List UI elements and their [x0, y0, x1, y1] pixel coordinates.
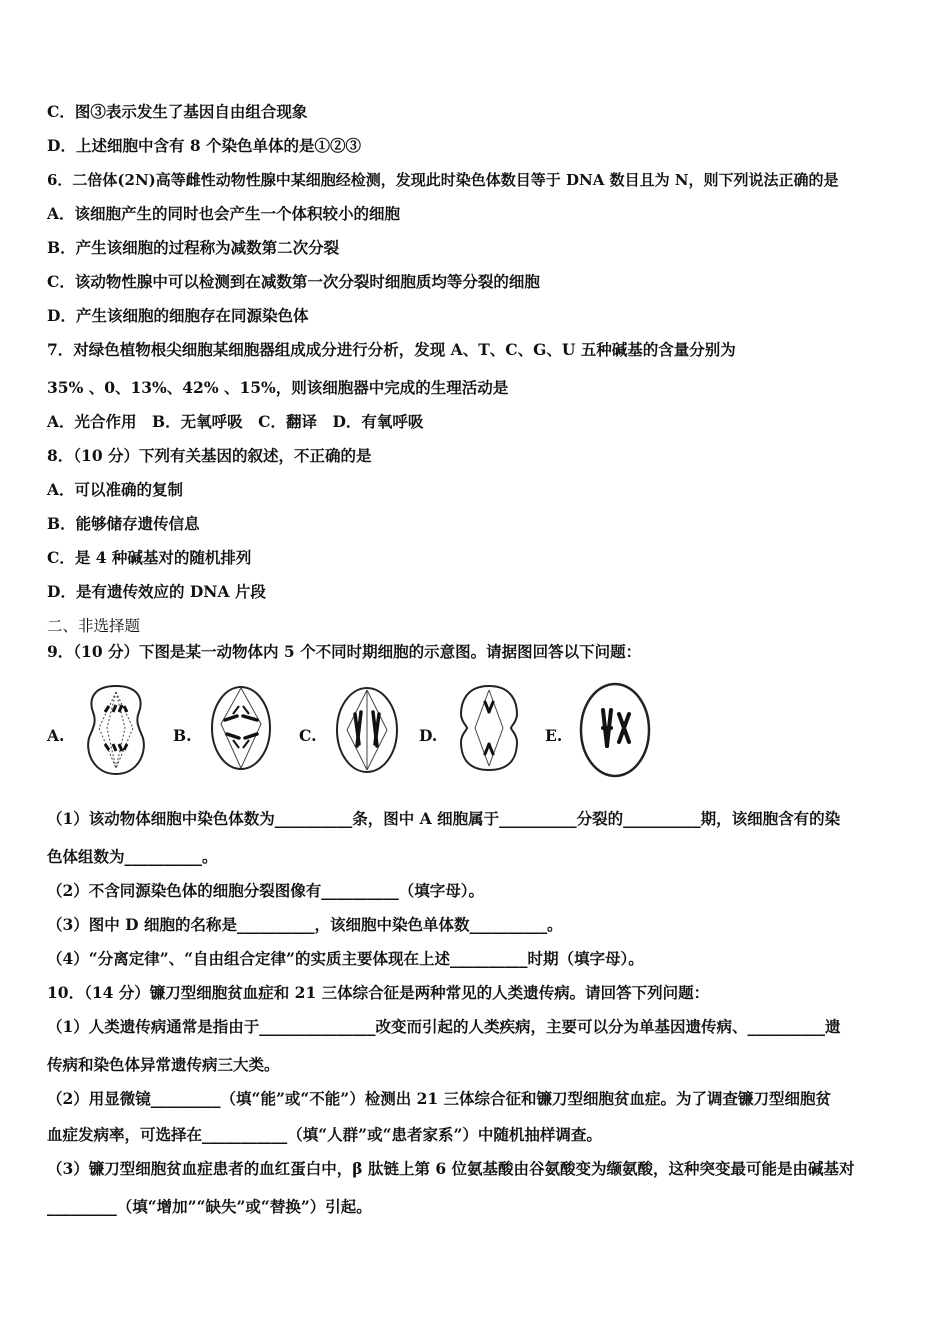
q10-part-1: （1）人类遗传病通常是指由于_______________改变而引起的人类疾病，主要可以分为单基因遗传病、__________遗 — [47, 1017, 841, 1036]
q8-option-c: C．是 4 种碱基对的随机排列 — [47, 548, 252, 567]
section-heading: 二、非选择题 — [47, 617, 141, 635]
q8-option-d: D．是有遗传效应的 DNA 片段 — [47, 582, 266, 601]
cell-figure — [47, 678, 907, 788]
q9-part-1-cont: 色体组数为__________。 — [47, 847, 218, 866]
q9-part-1: （1）该动物体细胞中染色体数为__________条，图中 A 细胞属于__________分裂的__________期，该细胞含有的染 — [47, 809, 841, 828]
question-9: 9．（10 分）下图是某一动物体内 5 个不同时期细胞的示意图。请据图回答以下问题： — [47, 642, 642, 661]
cell-dividing-icon — [455, 682, 523, 774]
question-10: 10．（14 分）镰刀型细胞贫血症和 21 三体综合征是两种常见的人类遗传病。请回答下列问题： — [47, 983, 710, 1002]
figure-label-b: B. — [173, 726, 192, 745]
figure-label-c: C. — [299, 726, 317, 745]
q10-part-3-cont: _________（填“增加”“缺失”或“替换”）引起。 — [47, 1197, 372, 1216]
cell-anaphase-icon — [81, 682, 151, 778]
question-7-cont: 35% 、0、13%、42% 、15%，则该细胞器中完成的生理活动是 — [47, 378, 509, 397]
cell-metaphase-icon — [333, 684, 401, 776]
q8-option-b: B．能够储存遗传信息 — [47, 514, 200, 533]
q9-part-4: （4）“分离定律”、“自由组合定律”的实质主要体现在上述__________时期（填字母）。 — [47, 949, 644, 968]
question-6: 6．二倍体(2N)高等雌性动物性腺中某细胞经检测，发现此时染色体数目等于 DNA 数目且为 N，则下列说法正确的是 — [47, 171, 839, 189]
q6-option-d: D．产生该细胞的细胞存在同源染色体 — [47, 306, 309, 325]
q9-part-3: （3）图中 D 细胞的名称是__________，该细胞中染色单体数__________。 — [47, 915, 563, 934]
q10-part-1-cont: 传病和染色体异常遗传病三大类。 — [47, 1055, 280, 1074]
figure-label-a: A. — [47, 726, 65, 745]
option-c-prev: C．图③表示发生了基因自由组合现象 — [47, 102, 308, 121]
q6-option-a: A．该细胞产生的同时也会产生一个体积较小的细胞 — [47, 204, 401, 223]
q10-part-2: （2）用显微镜_________（填“能”或“不能”）检测出 21 三体综合征和镰刀型细胞贫血症。为了调查镰刀型细胞贫 — [47, 1089, 832, 1108]
q10-part-2-cont: 血症发病率，可选择在___________（填“人群”或“患者家系”）中随机抽样调查。 — [47, 1125, 602, 1144]
q6-option-b: B．产生该细胞的过程称为减数第二次分裂 — [47, 238, 340, 257]
figure-label-e: E. — [545, 726, 563, 745]
cell-two-pairs-icon — [209, 684, 273, 772]
q8-option-a: A．可以准确的复制 — [47, 480, 184, 499]
figure-label-d: D. — [419, 726, 438, 745]
q9-part-2: （2）不含同源染色体的细胞分裂图像有__________（填字母）。 — [47, 881, 485, 900]
question-8: 8．（10 分）下列有关基因的叙述，不正确的是 — [47, 446, 372, 465]
q7-options: A．光合作用 B．无氧呼吸 C．翻译 D．有氧呼吸 — [47, 412, 424, 431]
question-7: 7．对绿色植物根尖细胞某细胞器组成成分进行分析，发现 A、T、C、G、U 五种碱基的含量分别为 — [47, 340, 736, 359]
q10-part-3: （3）镰刀型细胞贫血症患者的血红蛋白中，β 肽链上第 6 位氨基酸由谷氨酸变为缬氨酸，这种突变最可能是由碱基对 — [47, 1159, 855, 1178]
option-d-prev: D．上述细胞中含有 8 个染色单体的是①②③ — [47, 136, 362, 155]
q6-option-c: C．该动物性腺中可以检测到在减数第一次分裂时细胞质均等分裂的细胞 — [47, 272, 540, 291]
cell-two-chromosomes-icon — [577, 680, 657, 780]
